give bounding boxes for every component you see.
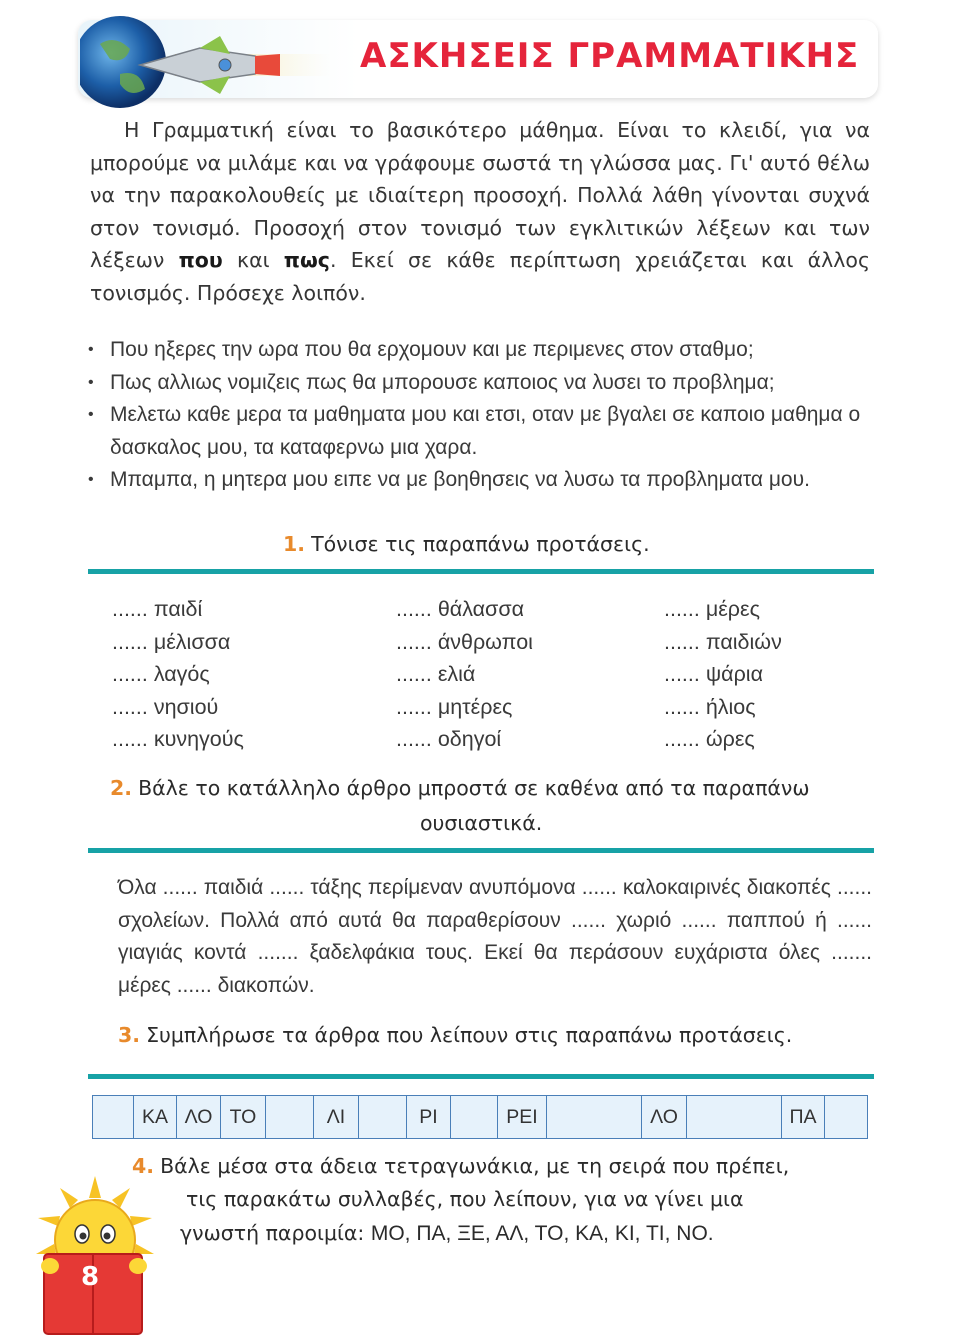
task-text: γνωστή παροιμία: — [180, 1221, 371, 1245]
syllable-cell[interactable] — [547, 1096, 642, 1139]
task-2-instruction-cont: ουσιαστικά. — [420, 811, 543, 835]
fill-in-paragraph: Όλα ...... παιδιά ...... τάξης περίμεναν ανυπόμονα ...... καλοκαιρινές διακοπές ...... σχολείων. Πολλά από αυτά θα παραθερίσουν ...... χωριό ...... παππού ή ...... γιαγιάς κοντά ....... ξαδελφάκια τους. Εκεί θα περάσουν ευχάριστα όλες ....... μέρες ...... διακοπών. — [118, 876, 872, 997]
syllable-grid — [92, 1095, 868, 1139]
task-4-instruction-cont — [180, 1216, 714, 1251]
word-item: ...... νησιού — [112, 694, 219, 719]
syllable-cell[interactable]: ΠΑ — [782, 1096, 825, 1139]
syllable-cell[interactable] — [687, 1096, 782, 1139]
task-text: Τόνισε τις παραπάνω προτάσεις. — [311, 532, 650, 556]
rocket-globe-illustration — [80, 14, 380, 114]
task-2-instruction — [110, 771, 810, 805]
task-number: 4. — [132, 1154, 155, 1178]
syllable-cell[interactable] — [451, 1096, 498, 1139]
task-3-instruction — [118, 1018, 792, 1052]
page-title: ΑΣΚΗΣΕΙΣ ΓΡΑΜΜΑΤΙΚΗΣ — [360, 36, 860, 76]
syllable-cell[interactable] — [93, 1096, 134, 1139]
word-column-1 — [112, 593, 244, 756]
list-item: • Πως αλλιως νομιζεις πως θα μπορουσε καποιος να λυσει το προβλημα; — [88, 367, 878, 400]
intro-text-part: . Εκεί σε κάθε περίπτωση χρειάζεται και άλλος τονισμός. Πρόσεχε λοιπόν. — [90, 248, 870, 305]
word-item: ...... ώρες — [664, 727, 755, 751]
task-number: 1. — [283, 532, 306, 556]
word-item: ...... ψάρια — [664, 662, 764, 686]
task-text: Βάλε το κατάλληλο άρθρο μπροστά σε καθένα από τα παραπάνω — [138, 776, 810, 800]
syllable-cell[interactable] — [359, 1096, 407, 1139]
syllable-cell[interactable]: ΡΙ — [407, 1096, 451, 1139]
syllable-cell[interactable]: ΚΑ — [134, 1096, 177, 1139]
list-item: • Μπαμπα, η μητερα μου ειπε να με βοηθησεις να λυσω τα προβληματα μου. — [88, 464, 878, 497]
task-number: 3. — [118, 1023, 141, 1047]
page-number: 8 — [80, 1262, 100, 1292]
divider — [88, 848, 874, 853]
word-item: ...... άνθρωποι — [396, 629, 533, 654]
word-item: ...... θάλασσα — [396, 597, 525, 621]
list-item: • Μελετω καθε μερα τα μαθηματα μου και ετσι, οταν με βγαλει σε καποιο μαθημα ο δασκαλος μου, τα καταφερνω μια χαρα. — [88, 399, 878, 464]
word-item: ...... παιδί — [112, 597, 203, 621]
syllable-cell[interactable]: ΛΟ — [177, 1096, 221, 1139]
syllable-cell[interactable]: ΛΟ — [642, 1096, 687, 1139]
word-item: ...... παιδιών — [664, 629, 782, 654]
sentence-list — [88, 334, 878, 497]
syllable-cell[interactable] — [825, 1096, 868, 1139]
intro-and: και — [222, 248, 284, 272]
word-column-3 — [664, 593, 782, 756]
word-item: ...... μητέρες — [396, 694, 513, 719]
task-1-instruction — [283, 527, 650, 561]
task-text: Βάλε μέσα στα άδεια τετραγωνάκια, με τη σειρά που πρέπει, — [160, 1154, 790, 1178]
syllable-cell[interactable]: ΡΕΙ — [498, 1096, 547, 1139]
bold-word-pos: πως — [283, 248, 330, 272]
task-number: 2. — [110, 776, 133, 800]
word-column-2 — [396, 593, 533, 756]
syllables-list: ΜΟ, ΠΑ, ΞΕ, ΑΛ, ΤΟ, ΚΑ, ΚΙ, ΤΙ, ΝΟ. — [370, 1222, 714, 1245]
word-item: ...... οδηγοί — [396, 727, 502, 751]
bold-word-pou: που — [178, 248, 223, 272]
syllable-cell[interactable]: ΤΟ — [221, 1096, 266, 1139]
word-item: ...... μέλισσα — [112, 629, 231, 654]
task-text: Συμπλήρωσε τα άρθρα που λείπουν στις παραπάνω προτάσεις. — [146, 1023, 793, 1047]
word-item: ...... μέρες — [664, 597, 760, 621]
syllable-cell[interactable]: ΛΙ — [314, 1096, 359, 1139]
divider — [88, 569, 874, 574]
word-item: ...... ελιά — [396, 662, 476, 686]
task-4-instruction — [132, 1149, 789, 1183]
word-item: ...... κυνηγούς — [112, 727, 244, 751]
syllable-cell[interactable] — [266, 1096, 314, 1139]
intro-paragraph — [90, 114, 870, 309]
list-item: • Που ηξερες την ωρα που θα ερχομουν και με περιμενες στον σταθμο; — [88, 334, 878, 367]
word-item: ...... ήλιος — [664, 694, 756, 719]
intro-text-part: Η Γραμματική είναι το βασικότερο μάθημα. Είναι το κλειδί, για να μπορούμε να μιλάμε και να γράφουμε σωστά τη γλώσσα μας. Γι' αυτό θέλω να την παρακολουθείς με ιδιαίτερη προσοχή. Πολλά λάθη γίνονται συχνά στον τονισμό. Προσοχή στον τονισμό των εγκλιτικών λέξεων και των λέξεων — [90, 118, 870, 272]
word-item: ...... λαγός — [112, 662, 210, 686]
task-4-instruction-cont: τις παρακάτω συλλαβές, που λείπουν, για να γίνει μια — [186, 1187, 744, 1211]
sun-mascot-illustration — [30, 1170, 160, 1338]
divider — [88, 1074, 874, 1079]
